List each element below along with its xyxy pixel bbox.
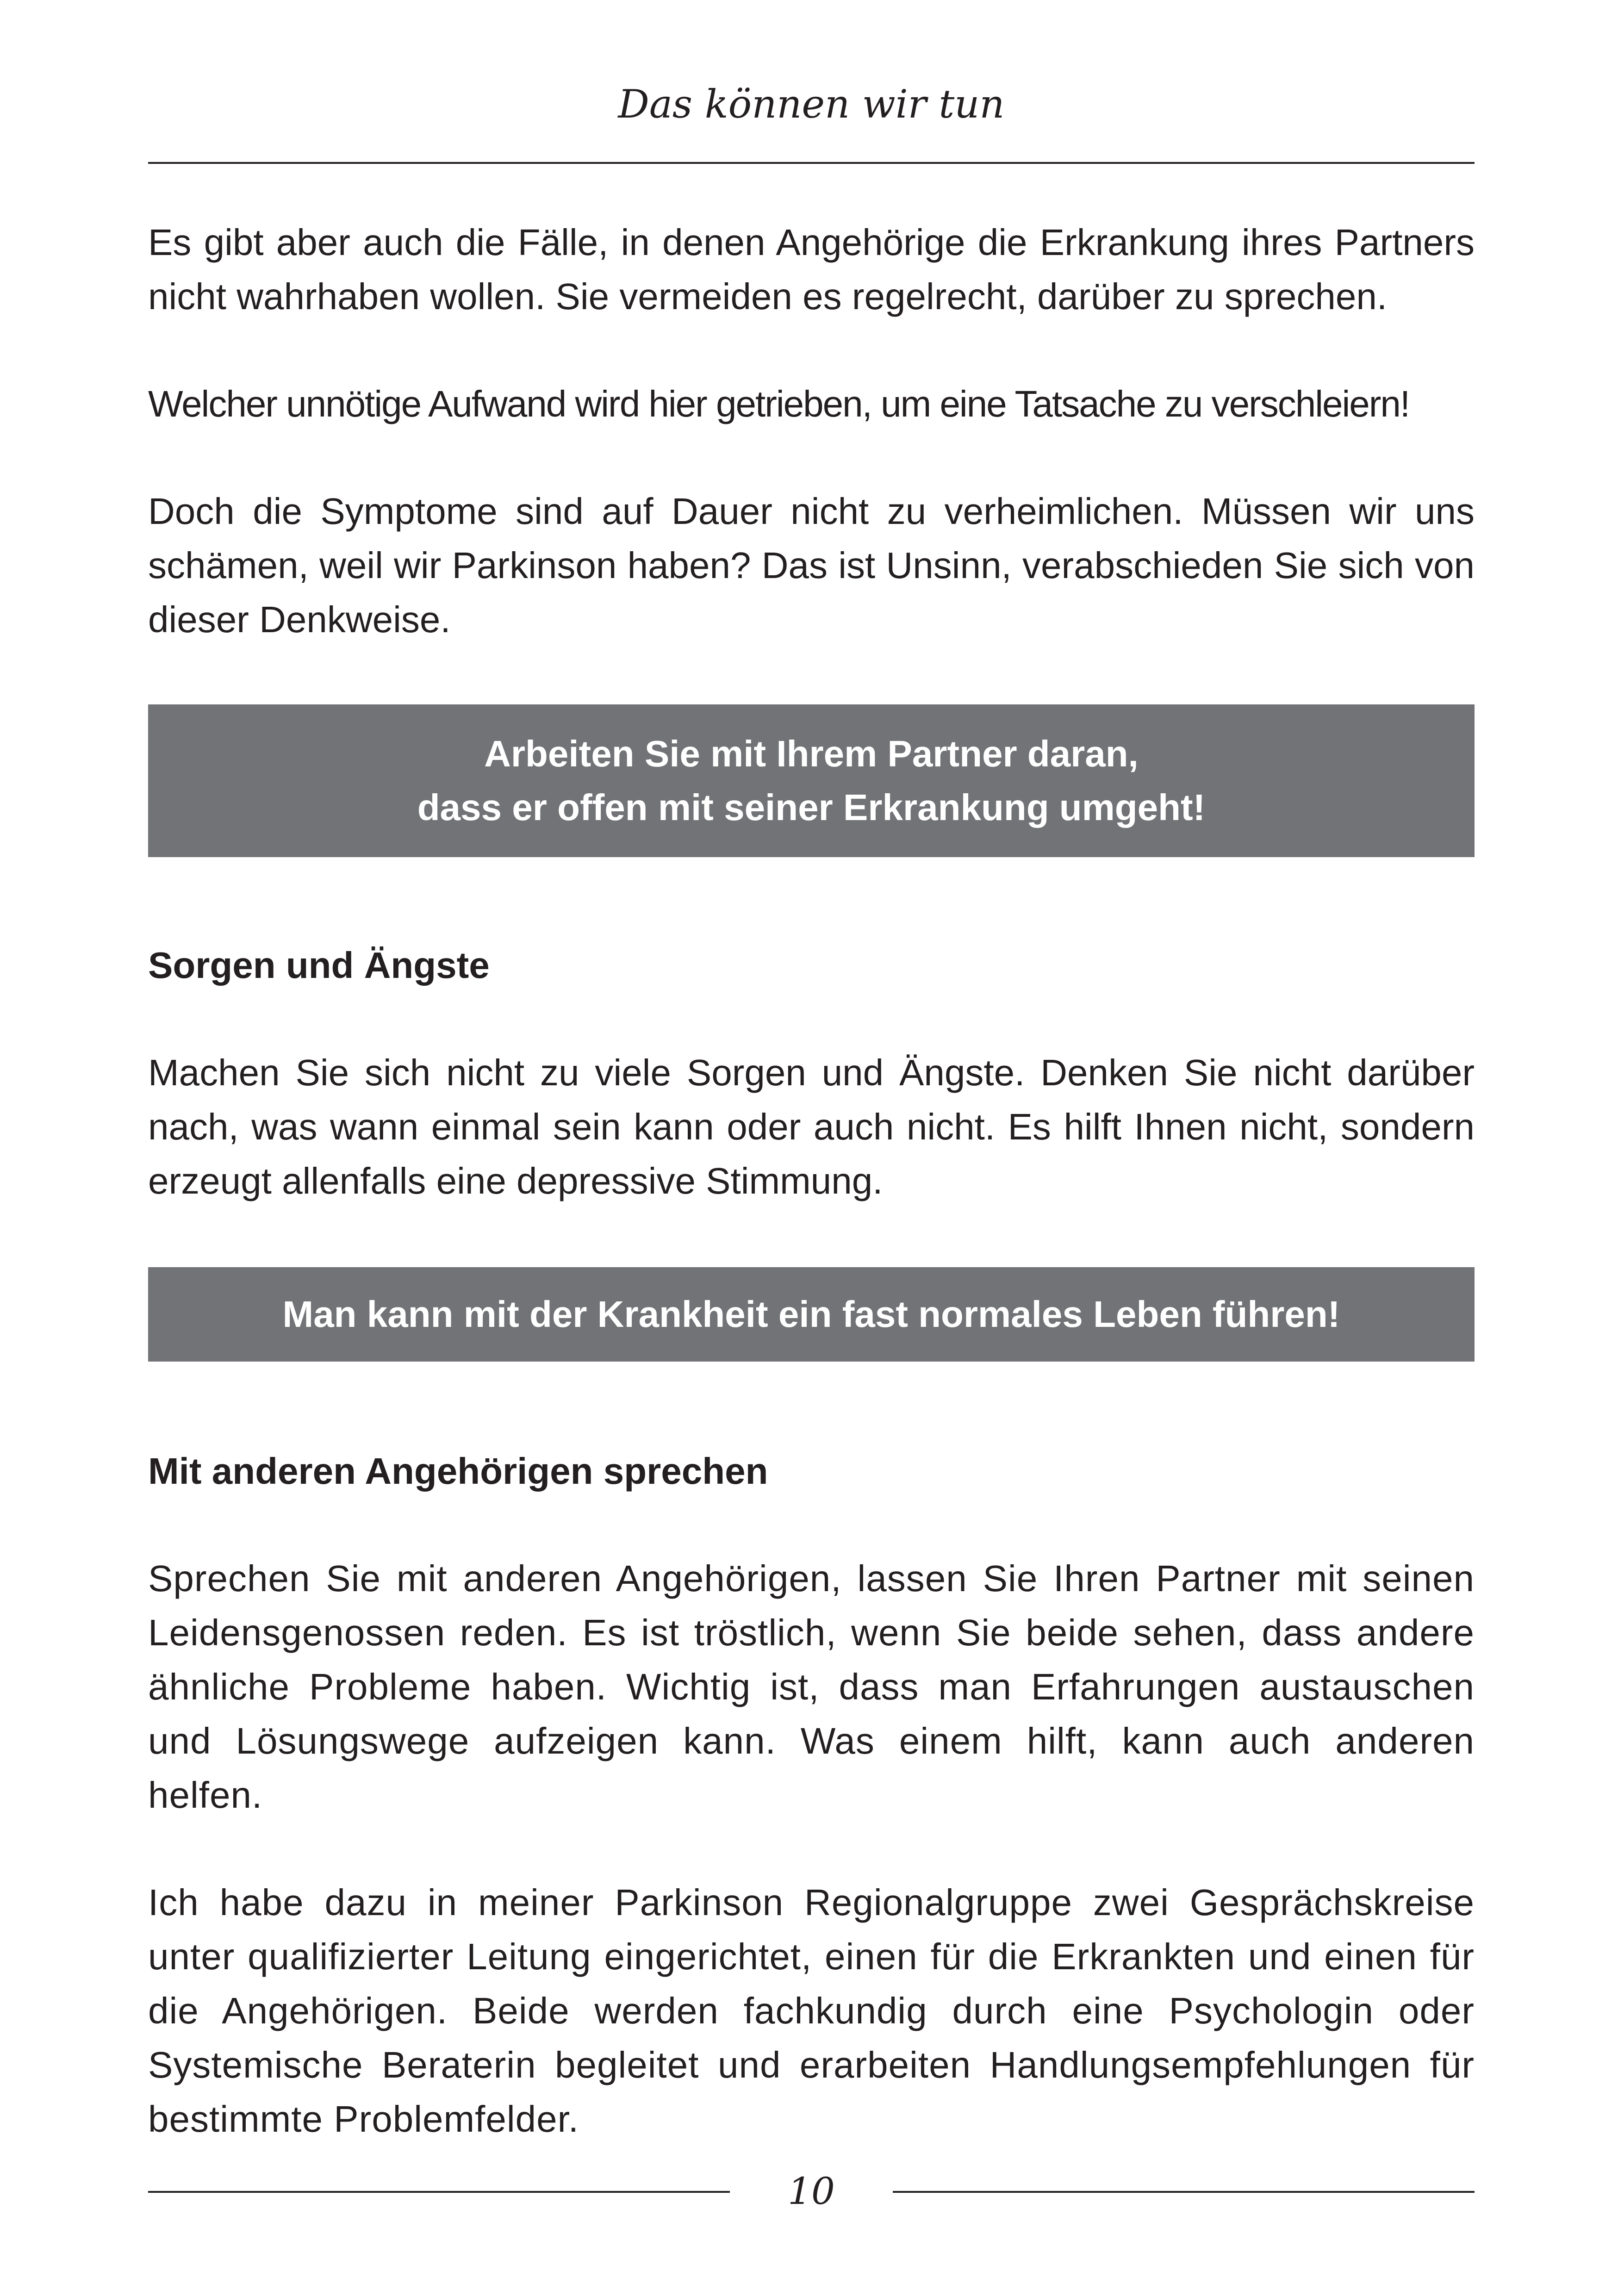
footer-rule-right — [893, 2191, 1475, 2193]
page-number: 10 — [788, 2170, 835, 2213]
paragraph-1: Es gibt aber auch die Fälle, in denen Angehörige die Erkrankung ihres Partners nicht wahrhaben wollen. Sie vermeiden es regelrecht, darüber zu sprechen. — [148, 222, 1475, 317]
section-heading-sorgen: Sorgen und Ängste — [148, 945, 490, 986]
callout-line-1: Arbeiten Sie mit Ihrem Partner daran, — [484, 733, 1139, 774]
paragraph-sorgen: Machen Sie sich nicht zu viele Sorgen und Ängste. Denken Sie nicht darüber nach, was wann einmal sein kann oder auch nicht. Es hilft Ihnen nicht, sondern erzeugt allenfalls eine depressive Stimmung. — [148, 1052, 1475, 1201]
running-header-title: Das können wir tun — [618, 81, 1005, 127]
page-content — [148, 215, 1475, 2146]
section-heading-angehoerige: Mit anderen Angehörigen sprechen — [148, 1450, 768, 1492]
callout-line-2: dass er offen mit seiner Erkrankung umgeht! — [417, 787, 1206, 828]
paragraph-angehoerige-2: Ich habe dazu in meiner Parkinson Regionalgruppe zwei Gesprächskreise unter qualifizierter Leitung eingerichtet, einen für die Erkrankten und einen für die Angehörigen. Beide werden fachkundig durch eine Psychologin oder Systemische Beraterin begleitet und erarbeiten Handlungsempfehlungen für bestimmte Problemfelder. — [148, 1882, 1475, 2140]
callout-text: Man kann mit der Krankheit ein fast normales Leben führen! — [282, 1294, 1340, 1335]
paragraph-angehoerige-1: Sprechen Sie mit anderen Angehörigen, lassen Sie Ihren Partner mit seinen Leidensgenossen reden. Es ist tröstlich, wenn Sie beide sehen, dass andere ähnliche Probleme haben. Wichtig ist, dass man Erfahrungen austauschen und Lösungswege aufzeigen kann. Was einem hilft, kann auch anderen helfen. — [148, 1558, 1475, 1816]
paragraph-2: Welcher unnötige Aufwand wird hier getrieben, um eine Tatsache zu verschleiern! — [148, 383, 1410, 424]
callout-box-normal-life — [148, 1267, 1475, 1362]
footer-rule-left — [148, 2191, 730, 2193]
header-rule — [148, 162, 1475, 164]
callout-box-partner — [148, 704, 1475, 857]
paragraph-3: Doch die Symptome sind auf Dauer nicht zu verheimlichen. Müssen wir uns schämen, weil wir Parkinson haben? Das ist Unsinn, verabschieden Sie sich von dieser Denkweise. — [148, 491, 1475, 640]
book-page — [148, 0, 1475, 2296]
